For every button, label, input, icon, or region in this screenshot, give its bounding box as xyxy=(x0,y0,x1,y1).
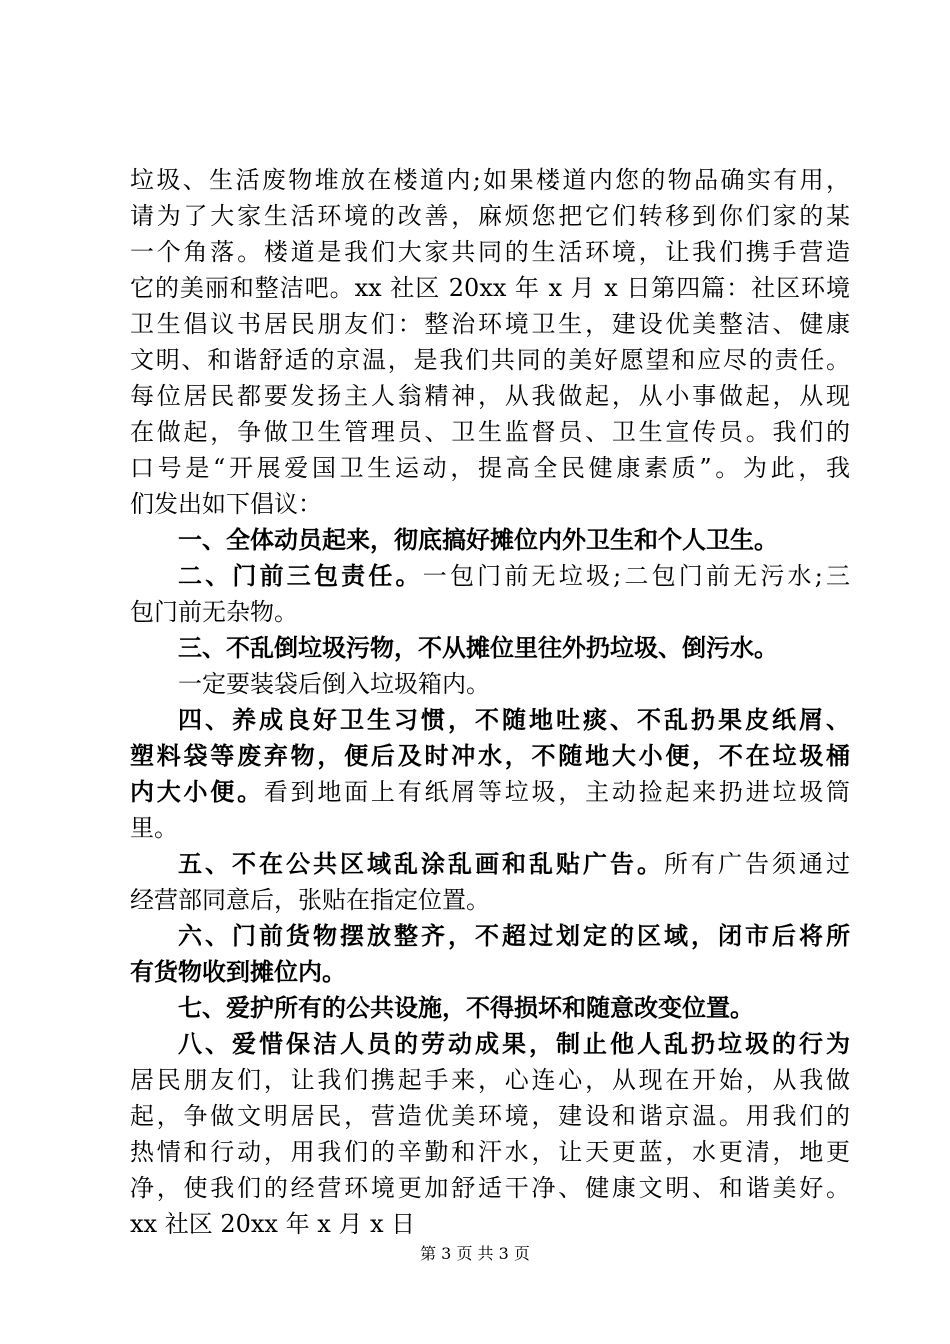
text-line: 文明、和谐舒适的京温，是我们共同的美好愿望和应尽的责任。 xyxy=(130,346,850,374)
proposal-item-8: 八、爱惜保洁人员的劳动成果，制止他人乱扔垃圾的行为 xyxy=(178,1030,850,1058)
text-line: 每位居民都要发扬主人翁精神，从我做起，从小事做起，从现 xyxy=(130,382,850,410)
proposal-item-1: 一、全体动员起来，彻底搞好摊位内外卫生和个人卫生。 xyxy=(178,526,778,554)
text-line: 里。 xyxy=(130,814,178,842)
proposal-item-4-heading-end: 内大小便。 xyxy=(130,778,264,806)
proposal-item-2-heading: 二、门前三包责任。 xyxy=(178,562,423,590)
proposal-item-6: 六、门前货物摆放整齐，不超过划定的区域，闭市后将所 xyxy=(178,922,850,950)
text-line: 起，争做文明居民，营造优美环境，建设和谐京温。用我们的 xyxy=(130,1102,850,1130)
proposal-item-5-detail: 所有广告须通过 xyxy=(664,850,850,878)
proposal-item-4: 四、养成良好卫生习惯，不随地吐痰、不乱扔果皮纸屑、 xyxy=(178,706,850,734)
proposal-item-5 xyxy=(130,846,850,882)
text-line: 热情和行动，用我们的辛勤和汗水，让天更蓝，水更清，地更 xyxy=(130,1138,850,1166)
proposal-item-7: 七、爱护所有的公共设施，不得损坏和随意改变位置。 xyxy=(178,994,754,1022)
text-line: 在做起，争做卫生管理员、卫生监督员、卫生宣传员。我们的 xyxy=(130,418,850,446)
text-line: 包门前无杂物。 xyxy=(130,598,298,626)
text-line: 它的美丽和整洁吧。xx 社区 20xx 年 x 月 x 日第四篇：社区环境 xyxy=(130,274,850,302)
proposal-item-3: 三、不乱倒垃圾污物，不从摊位里往外扔垃圾、倒污水。 xyxy=(178,634,778,662)
text-line: 居民朋友们，让我们携起手来，心连心，从现在开始，从我做 xyxy=(130,1066,850,1094)
text-line: 一定要装袋后倒入垃圾箱内。 xyxy=(178,670,490,698)
proposal-item-4-detail: 看到地面上有纸屑等垃圾，主动捡起来扔进垃圾筒 xyxy=(263,778,851,806)
text-line: 卫生倡议书居民朋友们：整治环境卫生，建设优美整洁、健康 xyxy=(130,310,850,338)
text-line: 垃圾、生活废物堆放在楼道内;如果楼道内您的物品确实有用， xyxy=(130,166,850,194)
document-body xyxy=(130,162,850,1242)
text-line: 塑料袋等废弃物，便后及时冲水，不随地大小便，不在垃圾桶 xyxy=(130,742,850,770)
proposal-item-2 xyxy=(130,558,850,594)
text-line: 们发出如下倡议： xyxy=(130,490,322,518)
proposal-item-2-detail: 一包门前无垃圾;二包门前无污水;三 xyxy=(422,562,851,590)
text-line: 经营部同意后，张贴在指定位置。 xyxy=(130,886,490,914)
proposal-item-5-heading: 五、不在公共区域乱涂乱画和乱贴广告。 xyxy=(178,850,664,878)
text-line: 口号是“开展爱国卫生运动，提高全民健康素质”。为此，我 xyxy=(130,454,850,482)
page-footer: 第 3 页 共 3 页 xyxy=(420,1244,530,1263)
text-line: 有货物收到摊位内。 xyxy=(130,958,346,986)
text-line: 一个角落。楼道是我们大家共同的生活环境，让我们携手营造 xyxy=(130,238,850,266)
text-line: 净，使我们的经营环境更加舒适干净、健康文明、和谐美好。 xyxy=(130,1174,850,1202)
text-line: 请为了大家生活环境的改善，麻烦您把它们转移到你们家的某 xyxy=(130,202,850,230)
signature-date: xx 社区 20xx 年 x 月 x 日 xyxy=(130,1210,416,1238)
text-line xyxy=(130,774,850,810)
